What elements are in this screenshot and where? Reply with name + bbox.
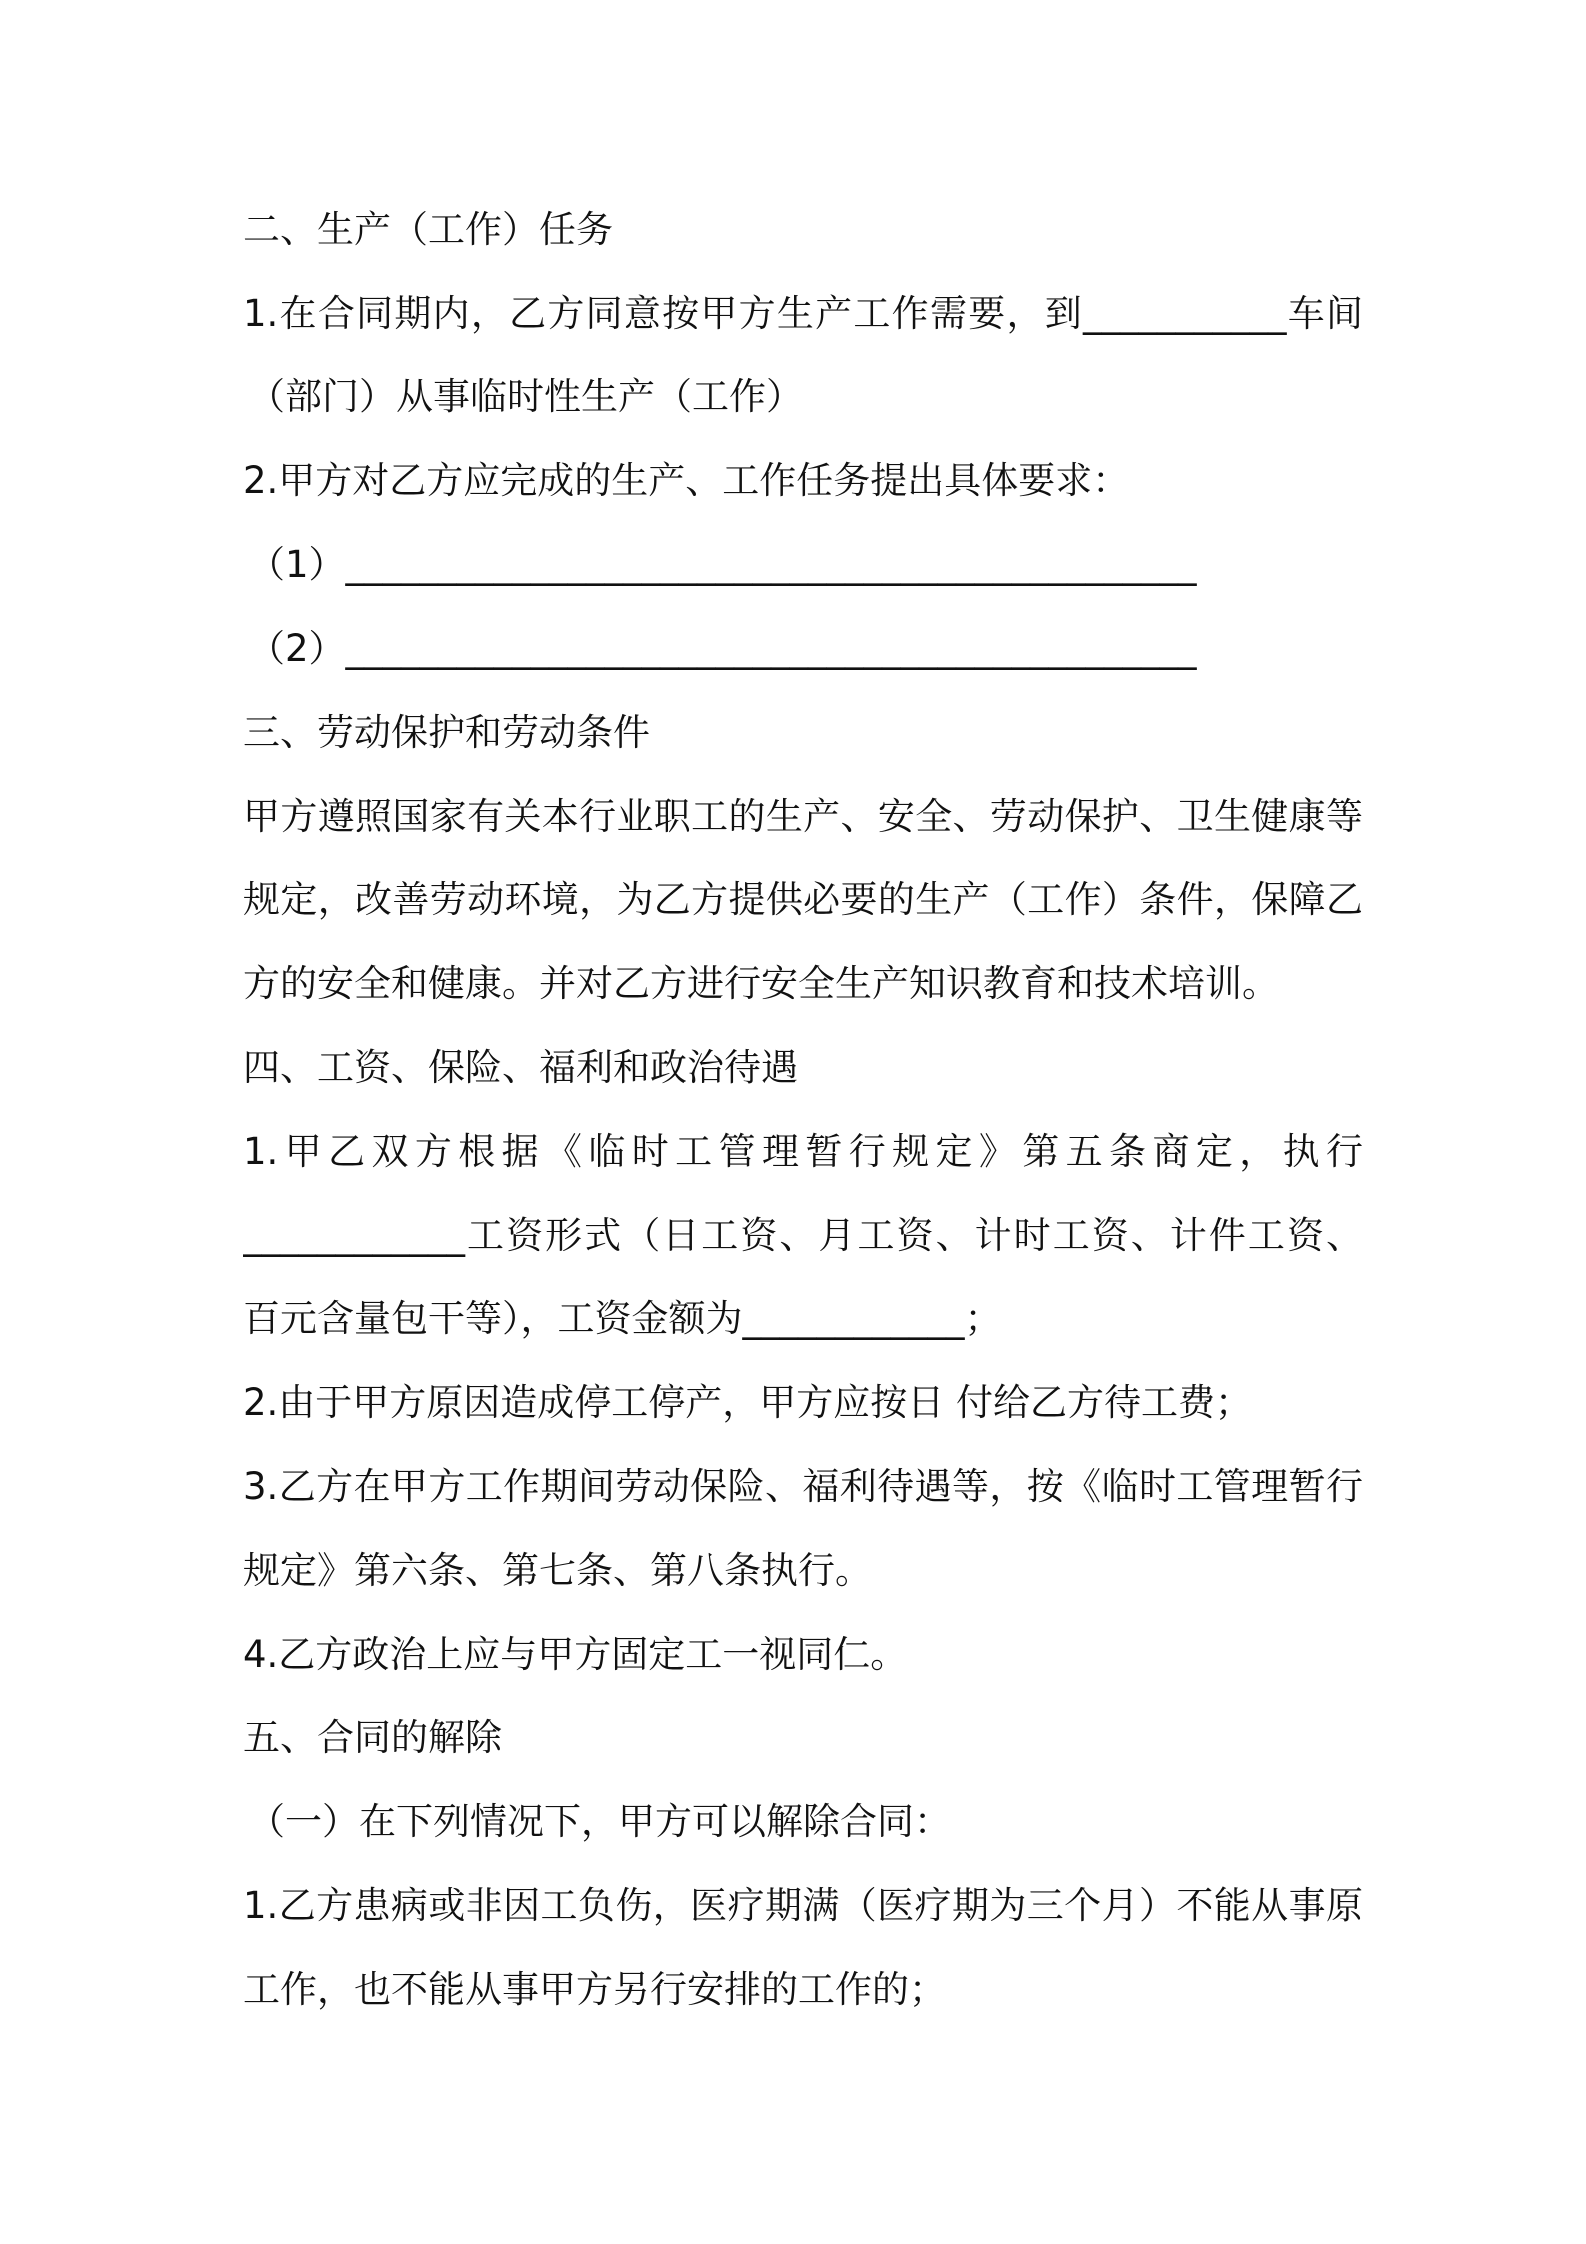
requirement-item-2: （2）______________________________________________ xyxy=(248,627,1197,670)
section-heading-2: 二、生产（工作）任务 xyxy=(243,208,613,251)
clause-2-2: 2.甲方对乙方应完成的生产、工作任务提出具体要求： xyxy=(243,459,1130,502)
clause-2-1-line-2: （部门）从事临时性生产（工作） xyxy=(248,375,803,418)
requirement-item-1: （1）______________________________________________ xyxy=(248,543,1197,586)
subsection-5-1-heading: （一）在下列情况下，甲方可以解除合同： xyxy=(248,1800,951,1843)
clause-5-1-1-line-2: 工作，也不能从事甲方另行安排的工作的； xyxy=(243,1968,946,2011)
section-heading-3: 三、劳动保护和劳动条件 xyxy=(243,711,650,754)
section-heading-5: 五、合同的解除 xyxy=(243,1716,502,1759)
clause-4-4: 4.乙方政治上应与甲方固定工一视同仁。 xyxy=(243,1633,908,1676)
clause-4-1-line-2: ____________工资形式（日工资、月工资、计时工资、计件工资、 xyxy=(243,1214,1363,1257)
clause-4-3-line-1: 3.乙方在甲方工作期间劳动保险、福利待遇等，按《临时工管理暂行 xyxy=(243,1465,1363,1508)
section-heading-4: 四、工资、保险、福利和政治待遇 xyxy=(243,1046,798,1089)
clause-4-1-line-1: 1.甲乙双方根据《临时工管理暂行规定》第五条商定，执行 xyxy=(243,1130,1363,1173)
section-3-body-line-3: 方的安全和健康。并对乙方进行安全生产知识教育和技术培训。 xyxy=(243,962,1279,1005)
clause-2-1-line-1: 1.在合同期内，乙方同意按甲方生产工作需要，到___________车间 xyxy=(243,292,1363,335)
clause-4-3-line-2: 规定》第六条、第七条、第八条执行。 xyxy=(243,1549,872,1592)
clause-4-2: 2.由于甲方原因造成停工停产，甲方应按日 付给乙方待工费； xyxy=(243,1381,1253,1424)
clause-4-1-line-3: 百元含量包干等），工资金额为____________； xyxy=(243,1297,1002,1340)
section-3-body-line-1: 甲方遵照国家有关本行业职工的生产、安全、劳动保护、卫生健康等 xyxy=(243,795,1363,838)
clause-5-1-1-line-1: 1.乙方患病或非因工负伤，医疗期满（医疗期为三个月）不能从事原 xyxy=(243,1884,1363,1927)
section-3-body-line-2: 规定，改善劳动环境，为乙方提供必要的生产（工作）条件，保障乙 xyxy=(243,878,1363,921)
